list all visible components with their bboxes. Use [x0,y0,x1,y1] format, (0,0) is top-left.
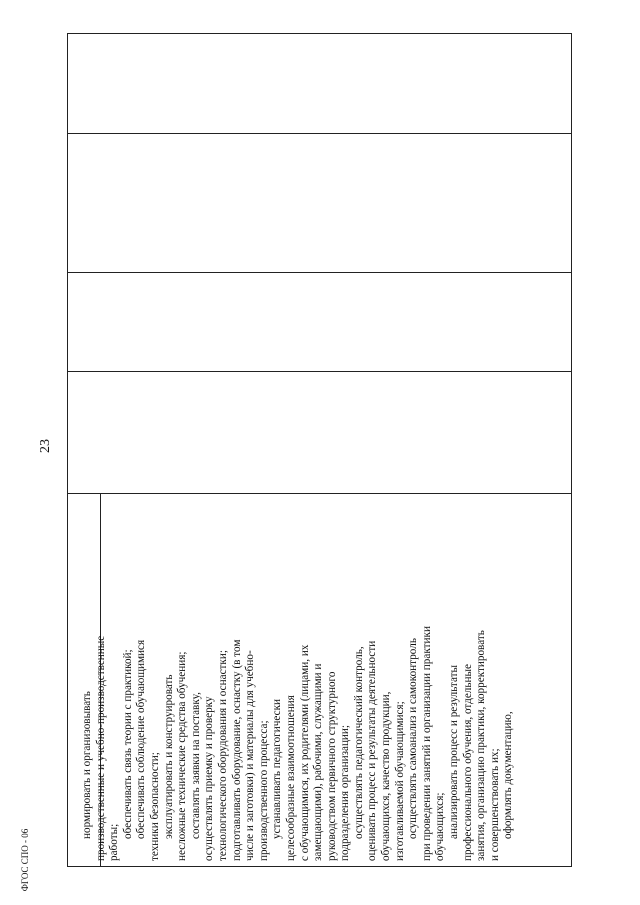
text-line: изготавливаемой обучающимися; [393,701,406,861]
text-line: производственного процесса; [257,720,270,861]
text-line: эксплуатировать и конструировать [162,674,175,839]
text-line: нормировать и организовывать [81,691,93,839]
text-line: подготавливать оборудование, оснастку (в том [230,639,243,861]
text-line: оформлять документацию, [502,711,515,839]
text-line: при проведении занятий и организации практики [420,626,433,861]
text-line: подразделения организации; [339,724,352,861]
table-cell-skills [81,499,569,861]
text-line: осуществлять самоанализ и самоконтроль [407,638,420,839]
text-line: профессионального обучения, отдельные [461,664,474,861]
text-line: анализировать процесс и результаты [448,664,461,839]
text-line: устанавливать педагогически [271,698,284,839]
text-line: числе и заготовки) и материалы для учебно- [244,650,257,861]
text-line: осуществлять приемку и проверку [203,696,216,861]
text-line: замещающими), рабочими, служащими и [312,663,325,861]
text-line: работы; [108,823,121,861]
table-row-divider [67,371,572,372]
text-line: занятия, организацию практики, корректировать [475,630,488,861]
footer-code: ФГОС СПО - 06 [20,828,30,892]
text-line: осуществлять педагогический контроль, [352,646,365,839]
text-line: обучающихся, качество продукции, [380,691,393,861]
page-number: 23 [38,439,53,453]
text-line: обеспечивать соблюдение обучающимися [135,639,148,839]
text-line: оценивать процесс и результаты деятельности [366,640,379,861]
text-line: обеспечивать связь теории с практикой; [121,649,134,839]
text-line: обучающихся; [434,792,447,861]
text-line: с обучающимися, их родителями (лицами, их [298,644,311,861]
text-line: технологического оборудования и оснастки; [216,650,229,861]
text-line: техники безопасности; [148,752,161,861]
table-row-divider [67,133,572,134]
text-line: и совершенствовать их; [488,748,501,861]
text-line: руководством первичного структурного [325,671,338,861]
text-line: составлять заявки на поставку, [189,692,202,839]
text-line: несложные технические средства обучения; [176,651,189,861]
text-line: производственные и учебно-производственные [94,635,107,861]
table-row-divider [67,493,572,494]
table-row-divider [67,272,572,273]
text-line: целесообразные взаимоотношения [284,695,297,861]
skills-list [81,499,516,861]
